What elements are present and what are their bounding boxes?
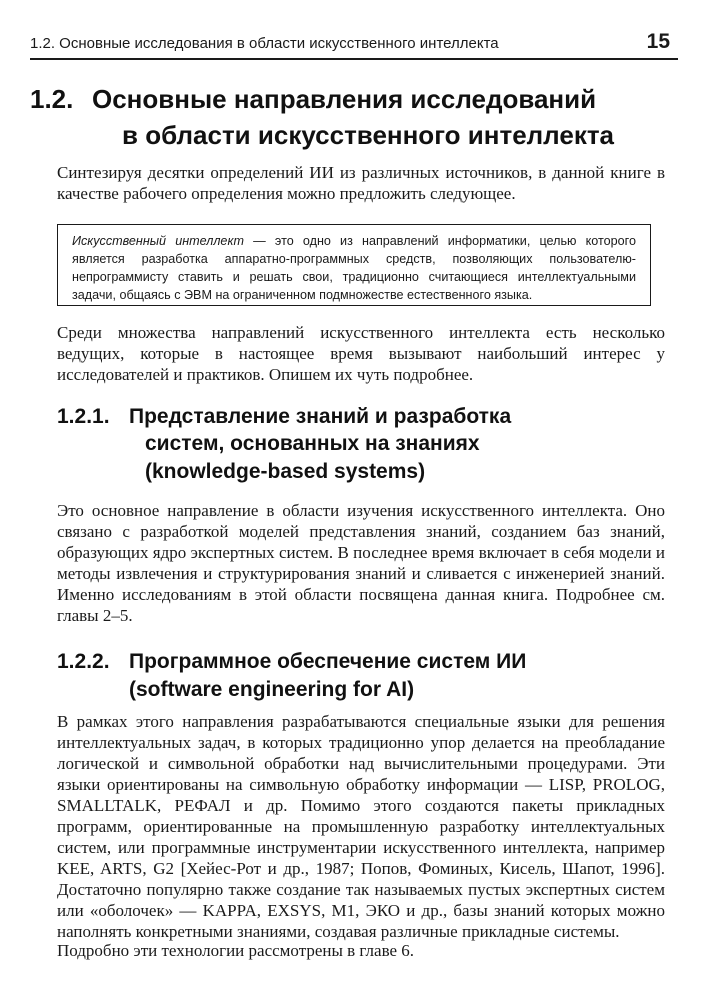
directions-paragraph: Среди множества направлений искусственного интеллекта есть несколько ведущих, которые в настоящее время вызывают наибольший интерес у исследователей и практиков. Опишем их чуть подробнее.	[57, 323, 665, 384]
running-head-title: 1.2. Основные исследования в области искусственного интеллекта	[30, 35, 499, 52]
definition-box	[57, 224, 651, 306]
running-head	[30, 30, 678, 60]
subsection-2-number: 1.2.2.	[57, 650, 110, 673]
subsection-2-closing: Подробно эти технологии рассмотрены в главе 6.	[57, 941, 415, 960]
subsection-1-title-line-3: (knowledge-based systems)	[145, 460, 426, 483]
subsection-1-body: Это основное направление в области изучения искусственного интеллекта. Оно связано с разработкой моделей представления знаний, созданием баз знаний, образующих ядро экспертных систем. В последнее время включает в себя модели и методы извлечения и структурирования знаний и сливается с инженерией знаний. Именно исследованиям в этой области посвящена данная книга. Подробнее см. главы 2–5.	[57, 501, 665, 625]
intro-paragraph: Синтезируя десятки определений ИИ из различных источников, в данной книге в качестве рабочего определения можно предложить следующее.	[57, 163, 665, 203]
section-number: 1.2.	[30, 84, 74, 114]
subsection-2-title-line-2: (software engineering for AI)	[129, 678, 415, 701]
subsection-1-heading	[57, 405, 677, 495]
subsection-2-body: В рамках этого направления разрабатываются специальные языки для решения интеллектуальных задач, в которых традиционно упор делается на преобладание логической и символьной обработки над вычислительными процедурами. Эти языки ориентированы на символьную обработку информации — LISP, PROLOG, SMALLTALK, РЕФАЛ и др. Помимо этого создаются пакеты прикладных программ, ориентированные на промышленную разработку интеллектуальных систем, или программные инструментарии искусственного интеллекта, например KEE, ARTS, G2 [Хейес-Рот и др., 1987; Попов, Фоминых, Кисель, Шапот, 1996]. Достаточно популярно также создание так называемых пустых экспертных систем или «оболочек» — KAPPA, EXSYS, M1, ЭКО и др., базы знаний которых можно наполнять конкретными знаниями, создавая различные прикладные системы.	[57, 712, 665, 941]
subsection-2-title-line-1: Программное обеспечение систем ИИ	[129, 650, 527, 673]
subsection-1-title-line-1: Представление знаний и разработка	[129, 405, 512, 428]
definition-term: Искусственный интеллект	[72, 234, 245, 248]
subsection-2-heading	[57, 650, 677, 710]
definition-text: — это одно из направлений информатики, целью которого является разработка аппаратно-программных средств, позволяющих пользователю-непрограммисту ставить и решать свои, традиционно считающиеся интеллектуальными задачи, общаясь с ЭВМ на ограниченном подмножестве естественного языка.	[72, 234, 636, 302]
page-number: 15	[646, 30, 670, 53]
section-title-line-2: в области искусственного интеллекта	[122, 120, 615, 150]
section-title-line-1: Основные направления исследований	[92, 84, 597, 114]
subsection-1-title-line-2: систем, основанных на знаниях	[145, 432, 480, 455]
section-heading	[30, 84, 690, 164]
subsection-1-number: 1.2.1.	[57, 405, 110, 428]
